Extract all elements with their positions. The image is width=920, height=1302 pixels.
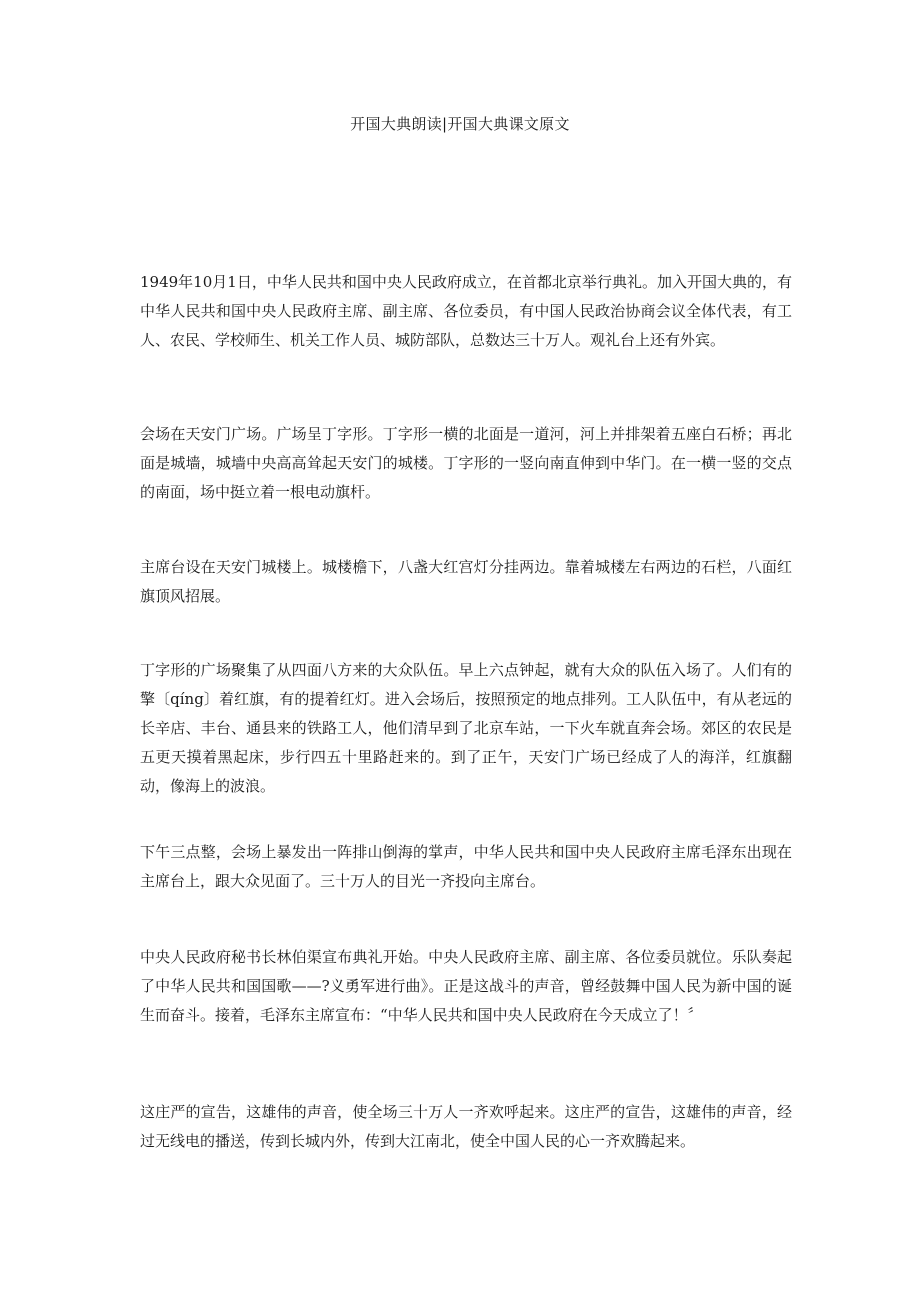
paragraph-7: 这庄严的宣告，这雄伟的声音，使全场三十万人一齐欢呼起来。这庄严的宣告，这雄伟的声音，经过无线电的播送，传到长城内外，传到大江南北，使全中国人民的心一齐欢腾起来。 [140,1103,792,1150]
paragraph-2: 会场在天安门广场。广场呈丁字形。丁字形一横的北面是一道河，河上并排架着五座白石桥；再北面是城墙，城墙中央高高耸起天安门的城楼。丁字形的一竖向南直伸到中华门。在一横一竖的交点的南面，场中挺立着一根电动旗杆。 [140,425,792,501]
paragraph-1: 1949年10月1日，中华人民共和国中央人民政府成立，在首都北京举行典礼。加入开国大典的，有中华人民共和国中央人民政府主席、副主席、各位委员，有中国人民政治协商会议全体代表，有工人、农民、学校师生、机关工作人员、城防部队，总数达三十万人。观礼台上还有外宾。 [140,273,792,349]
document-title: 开国大典朗读|开国大典课文原文 [350,115,570,133]
paragraph-3: 主席台设在天安门城楼上。城楼檐下，八盏大红宫灯分挂两边。靠着城楼左右两边的石栏，八面红旗顶风招展。 [140,558,792,605]
paragraph-4: 丁字形的广场聚集了从四面八方来的大众队伍。早上六点钟起，就有大众的队伍入场了。人们有的擎〔qíng〕着红旗，有的提着红灯。进入会场后，按照预定的地点排列。工人队伍中，有从老远的长辛店、丰台、通县来的铁路工人，他们清早到了北京车站，一下火车就直奔会场。郊区的农民是五更天摸着黑起床，步行四五十里路赶来的。到了正午，天安门广场已经成了人的海洋，红旗翻动，像海上的波浪。 [140,661,792,795]
paragraph-5: 下午三点整，会场上暴发出一阵排山倒海的掌声，中华人民共和国中央人民政府主席毛泽东出现在主席台上，跟大众见面了。三十万人的目光一齐投向主席台。 [140,843,792,890]
paragraph-6: 中央人民政府秘书长林伯渠宣布典礼开始。中央人民政府主席、副主席、各位委员就位。乐队奏起了中华人民共和国国歌——?义勇军进行曲》。正是这战斗的声音，曾经鼓舞中国人民为新中国的诞生而奋斗。接着，毛泽东主席宣布：“中华人民共和国中央人民政府在今天成立了！〞 [140,948,792,1024]
